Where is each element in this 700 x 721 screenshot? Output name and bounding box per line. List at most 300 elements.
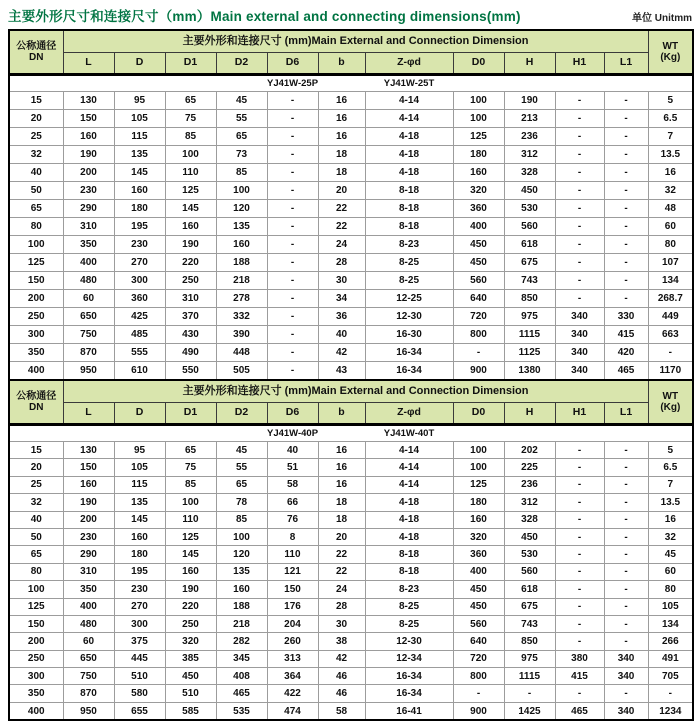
value-cell: 340 (555, 326, 604, 344)
value-cell: 24 (318, 236, 365, 254)
value-cell: 115 (114, 128, 165, 146)
dn-cell: 80 (9, 563, 63, 580)
value-cell: 450 (504, 528, 555, 545)
value-cell: 313 (267, 650, 318, 667)
value-cell: - (555, 254, 604, 272)
value-cell: 230 (114, 236, 165, 254)
value-cell: - (555, 92, 604, 110)
value-cell: 530 (504, 546, 555, 563)
value-cell: - (267, 362, 318, 381)
dn-header-en: DN (29, 52, 44, 63)
value-cell: 135 (114, 494, 165, 511)
table-row (9, 615, 693, 632)
wt-cell: 105 (648, 598, 693, 615)
table-row (9, 182, 693, 200)
value-cell: - (604, 218, 648, 236)
value-cell: 743 (504, 272, 555, 290)
value-cell: 190 (165, 236, 216, 254)
value-cell: 105 (114, 110, 165, 128)
value-cell: 950 (63, 702, 114, 720)
col-header-L: L (63, 53, 114, 75)
wt-cell: 60 (648, 563, 693, 580)
value-cell: 640 (453, 290, 504, 308)
value-cell: 12-34 (365, 650, 453, 667)
dn-cell: 350 (9, 344, 63, 362)
value-cell: 45 (216, 92, 267, 110)
col-header-Zd: Z-φd (365, 403, 453, 425)
value-cell: 18 (318, 164, 365, 182)
value-cell: - (604, 146, 648, 164)
value-cell: 16 (318, 92, 365, 110)
table-row (9, 326, 693, 344)
table-1-header (9, 30, 693, 75)
value-cell: 360 (114, 290, 165, 308)
value-cell: 18 (318, 511, 365, 528)
value-cell: - (604, 685, 648, 702)
wt-cell: 16 (648, 511, 693, 528)
value-cell: 145 (165, 200, 216, 218)
value-cell: 800 (453, 668, 504, 685)
table-row (9, 633, 693, 650)
value-cell: 180 (453, 494, 504, 511)
dn-cell: 250 (9, 650, 63, 667)
value-cell: 8-25 (365, 615, 453, 632)
value-cell: 390 (216, 326, 267, 344)
value-cell: 310 (165, 290, 216, 308)
value-cell: - (604, 110, 648, 128)
dn-cell: 150 (9, 272, 63, 290)
wt-cell: 491 (648, 650, 693, 667)
value-cell: 400 (453, 218, 504, 236)
value-cell: 485 (114, 326, 165, 344)
value-cell: 360 (453, 546, 504, 563)
value-cell: 180 (453, 146, 504, 164)
value-cell: - (555, 442, 604, 459)
value-cell: 560 (504, 563, 555, 580)
value-cell: - (555, 685, 604, 702)
value-cell: - (604, 511, 648, 528)
value-cell: 65 (165, 92, 216, 110)
col-header-D: D (114, 53, 165, 75)
value-cell: 8-18 (365, 200, 453, 218)
table-row (9, 146, 693, 164)
value-cell: - (604, 272, 648, 290)
value-cell: 4-18 (365, 128, 453, 146)
value-cell: 125 (165, 528, 216, 545)
value-cell: 30 (318, 615, 365, 632)
value-cell: - (555, 200, 604, 218)
value-cell: 278 (216, 290, 267, 308)
value-cell: 408 (216, 668, 267, 685)
value-cell: 4-18 (365, 164, 453, 182)
dn-header-en: DN (29, 402, 44, 413)
wt-cell: 107 (648, 254, 693, 272)
value-cell: 420 (604, 344, 648, 362)
value-cell: 85 (165, 476, 216, 493)
value-cell: 350 (63, 236, 114, 254)
table-row (9, 668, 693, 685)
value-cell: 195 (114, 563, 165, 580)
value-cell: 58 (318, 702, 365, 720)
value-cell: 190 (63, 494, 114, 511)
value-cell: 4-14 (365, 459, 453, 476)
value-cell: 58 (267, 476, 318, 493)
value-cell: 340 (604, 650, 648, 667)
dn-cell: 32 (9, 494, 63, 511)
col-header-D: D (114, 403, 165, 425)
value-cell: 448 (216, 344, 267, 362)
value-cell: 320 (165, 633, 216, 650)
value-cell: - (604, 633, 648, 650)
value-cell: 115 (114, 476, 165, 493)
value-cell: 180 (114, 546, 165, 563)
table-row (9, 218, 693, 236)
value-cell: 85 (165, 128, 216, 146)
value-cell: - (267, 128, 318, 146)
value-cell: 110 (267, 546, 318, 563)
value-cell: 95 (114, 92, 165, 110)
value-cell: - (267, 110, 318, 128)
table-row (9, 308, 693, 326)
value-cell: 385 (165, 650, 216, 667)
value-cell: 16 (318, 442, 365, 459)
value-cell: 230 (63, 528, 114, 545)
value-cell: 16 (318, 459, 365, 476)
col-header-H: H (504, 53, 555, 75)
value-cell: - (604, 563, 648, 580)
value-cell: 310 (63, 563, 114, 580)
value-cell: 340 (555, 308, 604, 326)
value-cell: 150 (63, 459, 114, 476)
span-header: 主要外形和连接尺寸 (mm)Main External and Connection Dimension (63, 30, 648, 53)
value-cell: 51 (267, 459, 318, 476)
value-cell: 585 (165, 702, 216, 720)
value-cell: 204 (267, 615, 318, 632)
value-cell: 160 (114, 528, 165, 545)
value-cell: 450 (453, 598, 504, 615)
value-cell: 320 (453, 182, 504, 200)
value-cell: 75 (165, 459, 216, 476)
dn-cell: 65 (9, 200, 63, 218)
col-header-L1: L1 (604, 53, 648, 75)
value-cell: 250 (165, 272, 216, 290)
value-cell: 640 (453, 633, 504, 650)
table-row (9, 110, 693, 128)
value-cell: 125 (165, 182, 216, 200)
value-cell: 145 (114, 164, 165, 182)
value-cell: 60 (63, 633, 114, 650)
value-cell: 120 (216, 546, 267, 563)
value-cell: 675 (504, 254, 555, 272)
value-cell: - (267, 254, 318, 272)
model-row (9, 425, 693, 442)
value-cell: 105 (114, 459, 165, 476)
value-cell: - (604, 476, 648, 493)
dn-cell: 40 (9, 164, 63, 182)
value-cell: 16-30 (365, 326, 453, 344)
model-code-t: YJ41W-40T (365, 425, 453, 442)
value-cell: 415 (604, 326, 648, 344)
dn-cell: 400 (9, 362, 63, 381)
value-cell: 42 (318, 344, 365, 362)
wt-header-unit: (Kg) (660, 402, 681, 413)
value-cell: - (267, 218, 318, 236)
value-cell: 675 (504, 598, 555, 615)
value-cell: 8-18 (365, 563, 453, 580)
wt-cell: 5 (648, 442, 693, 459)
value-cell: 160 (216, 236, 267, 254)
value-cell: 225 (504, 459, 555, 476)
value-cell: 18 (318, 146, 365, 164)
col-header-D1: D1 (165, 403, 216, 425)
value-cell: - (604, 598, 648, 615)
value-cell: - (604, 459, 648, 476)
table-row (9, 546, 693, 563)
table-row (9, 528, 693, 545)
value-cell: 320 (453, 528, 504, 545)
value-cell: 110 (165, 511, 216, 528)
value-cell: - (267, 236, 318, 254)
value-cell: - (267, 92, 318, 110)
value-cell: - (604, 236, 648, 254)
value-cell: 40 (318, 326, 365, 344)
value-cell: 560 (453, 272, 504, 290)
value-cell: 975 (504, 650, 555, 667)
value-cell: - (604, 128, 648, 146)
value-cell: 125 (453, 476, 504, 493)
value-cell: 100 (165, 146, 216, 164)
value-cell: 4-14 (365, 92, 453, 110)
value-cell: 8-25 (365, 598, 453, 615)
value-cell: 430 (165, 326, 216, 344)
value-cell: 555 (114, 344, 165, 362)
value-cell: 160 (453, 164, 504, 182)
value-cell: 332 (216, 308, 267, 326)
dn-cell: 15 (9, 92, 63, 110)
span-header: 主要外形和连接尺寸 (mm)Main External and Connection Dimension (63, 380, 648, 403)
value-cell: 300 (114, 615, 165, 632)
wt-cell: - (648, 685, 693, 702)
value-cell: 65 (216, 476, 267, 493)
value-cell: - (453, 344, 504, 362)
value-cell: - (604, 200, 648, 218)
value-cell: 870 (63, 344, 114, 362)
wt-cell: 60 (648, 218, 693, 236)
wt-cell: 449 (648, 308, 693, 326)
value-cell: 950 (63, 362, 114, 381)
wt-cell: 705 (648, 668, 693, 685)
value-cell: 160 (63, 128, 114, 146)
wt-cell: 6.5 (648, 110, 693, 128)
value-cell: 22 (318, 218, 365, 236)
value-cell: 160 (453, 511, 504, 528)
dn-cell: 350 (9, 685, 63, 702)
value-cell: 400 (63, 254, 114, 272)
value-cell: 20 (318, 528, 365, 545)
value-cell: 66 (267, 494, 318, 511)
value-cell: 110 (165, 164, 216, 182)
value-cell: 65 (165, 442, 216, 459)
value-cell: 36 (318, 308, 365, 326)
value-cell: 465 (555, 702, 604, 720)
value-cell: 655 (114, 702, 165, 720)
table-row (9, 442, 693, 459)
value-cell: 22 (318, 200, 365, 218)
wt-cell: 6.5 (648, 459, 693, 476)
dimensions-table-yj41w-25 (8, 29, 694, 381)
value-cell: 900 (453, 702, 504, 720)
unit-label: 单位 Unitmm (632, 13, 692, 24)
value-cell: - (555, 528, 604, 545)
table-row (9, 459, 693, 476)
value-cell: - (267, 146, 318, 164)
value-cell: 720 (453, 308, 504, 326)
value-cell: 618 (504, 236, 555, 254)
dn-header-zh: 公称通径 (16, 41, 57, 52)
value-cell: 95 (114, 442, 165, 459)
table-row (9, 290, 693, 308)
table-row (9, 272, 693, 290)
value-cell: 130 (63, 92, 114, 110)
column-letters-row (9, 53, 693, 75)
value-cell: 743 (504, 615, 555, 632)
value-cell: 38 (318, 633, 365, 650)
value-cell: 1125 (504, 344, 555, 362)
value-cell: 78 (216, 494, 267, 511)
value-cell: 550 (165, 362, 216, 381)
value-cell: 480 (63, 272, 114, 290)
wt-cell: 16 (648, 164, 693, 182)
table-row (9, 164, 693, 182)
value-cell: 121 (267, 563, 318, 580)
value-cell: - (604, 528, 648, 545)
value-cell: - (555, 146, 604, 164)
value-cell: 650 (63, 308, 114, 326)
value-cell: 450 (504, 182, 555, 200)
value-cell: - (555, 272, 604, 290)
column-letters-row (9, 403, 693, 425)
wt-cell: 48 (648, 200, 693, 218)
col-header-D1: D1 (165, 53, 216, 75)
dn-cell: 25 (9, 128, 63, 146)
col-header-H1: H1 (555, 53, 604, 75)
value-cell: 1425 (504, 702, 555, 720)
value-cell: - (555, 476, 604, 493)
value-cell: 490 (165, 344, 216, 362)
col-header-H1: H1 (555, 403, 604, 425)
value-cell: 8 (267, 528, 318, 545)
value-cell: 480 (63, 615, 114, 632)
model-code-p: YJ41W-25P (267, 75, 318, 92)
value-cell: 218 (216, 272, 267, 290)
col-header-b: b (318, 403, 365, 425)
value-cell: 370 (165, 308, 216, 326)
value-cell: 100 (216, 528, 267, 545)
wt-cell: 134 (648, 272, 693, 290)
value-cell: 100 (216, 182, 267, 200)
dn-cell: 400 (9, 702, 63, 720)
value-cell: 20 (318, 182, 365, 200)
dn-cell: 50 (9, 528, 63, 545)
wt-header (648, 380, 693, 425)
value-cell: - (555, 290, 604, 308)
value-cell: 8-18 (365, 218, 453, 236)
wt-header (648, 30, 693, 75)
value-cell: 12-30 (365, 633, 453, 650)
value-cell: 465 (604, 362, 648, 381)
value-cell: 46 (318, 685, 365, 702)
value-cell: 190 (165, 581, 216, 598)
value-cell: 975 (504, 308, 555, 326)
value-cell: 60 (63, 290, 114, 308)
value-cell: 16-34 (365, 344, 453, 362)
value-cell: 510 (114, 668, 165, 685)
value-cell: 505 (216, 362, 267, 381)
value-cell: - (604, 164, 648, 182)
col-header-D2: D2 (216, 53, 267, 75)
value-cell: 328 (504, 511, 555, 528)
value-cell: - (555, 182, 604, 200)
dn-cell: 300 (9, 326, 63, 344)
wt-cell: 7 (648, 128, 693, 146)
table-row (9, 494, 693, 511)
value-cell: 16-34 (365, 668, 453, 685)
value-cell: 350 (63, 581, 114, 598)
value-cell: - (604, 615, 648, 632)
value-cell: - (504, 685, 555, 702)
value-cell: 8-23 (365, 236, 453, 254)
value-cell: 650 (63, 650, 114, 667)
value-cell: 76 (267, 511, 318, 528)
value-cell: 535 (216, 702, 267, 720)
value-cell: 100 (453, 92, 504, 110)
value-cell: 202 (504, 442, 555, 459)
wt-header-label: WT (662, 391, 679, 402)
value-cell: 870 (63, 685, 114, 702)
value-cell: - (555, 459, 604, 476)
value-cell: 30 (318, 272, 365, 290)
value-cell: 100 (165, 494, 216, 511)
col-header-L1: L1 (604, 403, 648, 425)
value-cell: 340 (604, 702, 648, 720)
dn-cell: 20 (9, 459, 63, 476)
value-cell: 220 (165, 254, 216, 272)
table-row (9, 476, 693, 493)
value-cell: 145 (165, 546, 216, 563)
value-cell: 364 (267, 668, 318, 685)
wt-cell: 32 (648, 528, 693, 545)
wt-cell: 32 (648, 182, 693, 200)
value-cell: 260 (267, 633, 318, 650)
value-cell: - (267, 164, 318, 182)
value-cell: 290 (63, 546, 114, 563)
value-cell: 73 (216, 146, 267, 164)
table-row (9, 685, 693, 702)
wt-cell: 5 (648, 92, 693, 110)
col-header-L: L (63, 403, 114, 425)
value-cell: 24 (318, 581, 365, 598)
value-cell: 375 (114, 633, 165, 650)
value-cell: 160 (165, 218, 216, 236)
value-cell: 188 (216, 254, 267, 272)
value-cell: 28 (318, 254, 365, 272)
value-cell: 474 (267, 702, 318, 720)
col-header-D0: D0 (453, 53, 504, 75)
table-row (9, 511, 693, 528)
value-cell: - (555, 615, 604, 632)
value-cell: 1115 (504, 326, 555, 344)
value-cell: - (604, 254, 648, 272)
